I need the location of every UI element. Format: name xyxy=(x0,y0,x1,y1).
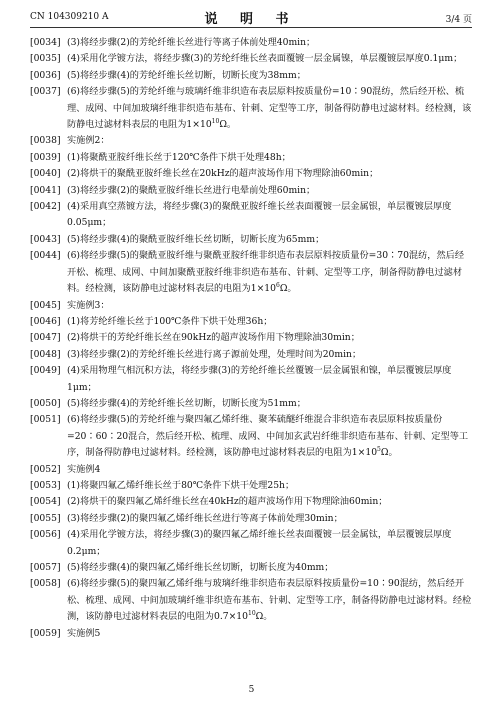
paragraph-text: (4)采用化学镀方法，将经步骤(3)的聚四氟乙烯纤维长丝表面覆镀一层金属钛，单层覆镀层厚度0.2μm； xyxy=(67,529,452,557)
paragraph-number: [0040] xyxy=(30,168,61,180)
paragraph-text: (2)将烘干的芳纶纤维长丝在90kHz的超声波场作用下物理除油30min； xyxy=(67,332,360,344)
exponent: 10 xyxy=(248,610,256,618)
paragraph-text: 实施例3： xyxy=(67,299,110,311)
paragraph-text-tail: Ω。 xyxy=(255,611,273,623)
paragraph-text: (4)采用物理气相沉积方法，将经步骤(3)的芳纶纤维长丝覆镀一层金属银和镍，单层覆镀层厚度1μm； xyxy=(67,365,452,393)
paragraph-number: [0059] xyxy=(30,627,61,639)
paragraph-text: (6)将经步骤(5)的芳纶纤维与聚四氟乙烯纤维、聚苯硫醚纤维混合非织造布表层原料按质量份=20∶60∶20混合，然后经开松、梳理、成网、中间加玄武岩纤维非织造布基布、针刺、定型等工序，制备得防静电过滤材料。经检测，该防静电过滤材料表层的电阻为1×10 xyxy=(67,414,469,459)
paragraph xyxy=(30,84,472,133)
paragraph-number: [0053] xyxy=(30,479,61,491)
paragraph-text: (5)将经步骤(4)的聚四氟乙烯纤维长丝切断，切断长度为40mm； xyxy=(67,562,334,573)
paragraph-text: (4)采用化学镀方法，将经步骤(3)的芳纶纤维长丝表面覆镀一层金属镍，单层覆镀层厚度0.1μm； xyxy=(67,53,463,65)
paragraph-number: [0037] xyxy=(30,86,61,98)
paragraph-text: (3)将经步骤(2)的芳纶纤维长丝进行等离子体前处理40min； xyxy=(67,37,316,48)
paragraph xyxy=(30,412,472,461)
paragraph-number: [0036] xyxy=(30,69,61,81)
paragraph xyxy=(30,363,472,396)
paragraph xyxy=(30,576,472,625)
paragraph xyxy=(30,494,472,510)
paragraph xyxy=(30,199,472,232)
document-number: CN 104309210 A xyxy=(30,12,109,22)
paragraph-text: (4)采用真空蒸镀方法，将经步骤(3)的聚酰亚胺纤维长丝表面覆镀一层金属银，单层覆镀层厚度0.05μm； xyxy=(67,201,452,229)
page-title: 说 明 书 xyxy=(204,12,298,27)
paragraph-text: (3)将经步骤(2)的聚四氟乙烯纤维长丝进行等离子体前处理30min； xyxy=(67,512,343,524)
paragraph xyxy=(30,511,472,527)
paragraph-text: (5)将经步骤(4)的芳纶纤维长丝切断，切断长度为51mm； xyxy=(67,397,306,409)
header-divider xyxy=(30,27,472,28)
paragraph xyxy=(30,166,472,182)
page-header xyxy=(30,6,472,26)
paragraph-text: 实施例4 xyxy=(67,463,101,475)
paragraph-number: [0051] xyxy=(30,414,61,426)
paragraph-number: [0054] xyxy=(30,496,61,508)
paragraph xyxy=(30,527,472,560)
paragraph xyxy=(30,626,472,642)
paragraph-number: [0041] xyxy=(30,184,61,196)
paragraph-text: (1)将芳纶纤维长丝于100℃条件下烘干处理36h； xyxy=(67,315,273,327)
paragraph xyxy=(30,396,472,412)
paragraph xyxy=(30,133,472,149)
paragraph-number: [0046] xyxy=(30,315,61,327)
paragraph-number: [0047] xyxy=(30,332,61,344)
paragraph-number: [0038] xyxy=(30,135,61,147)
exponent: 10 xyxy=(211,117,220,125)
paragraph-number: [0058] xyxy=(30,578,61,590)
paragraph-number: [0039] xyxy=(30,151,61,163)
paragraph-number: [0035] xyxy=(30,53,61,65)
paragraph-number: [0049] xyxy=(30,365,61,377)
paragraph-text: (3)将经步骤(2)的芳纶纤维长丝进行离子源前处理，处理时间为20min； xyxy=(67,348,362,360)
paragraph-text: (5)将经步骤(4)的聚酰亚胺纤维长丝切断，切断长度为65mm； xyxy=(67,233,325,245)
paragraph-number: [0056] xyxy=(30,529,61,541)
paragraph-text: 实施例5 xyxy=(67,627,101,639)
paragraph-number: [0055] xyxy=(30,512,61,524)
paragraph-text: (1)将聚四氟乙烯纤维长丝于80℃条件下烘干处理25h； xyxy=(67,479,295,491)
paragraph-number: [0045] xyxy=(30,299,61,311)
paragraph xyxy=(30,183,472,199)
paragraph-text: (6)将经步骤(5)的聚四氟乙烯纤维与玻璃纤维非织造布表层原料按质量份=10∶90混纺，然后经开松、梳理、成网、中间加玻璃纤维非织造布基布、针刺、定型等工序，制备得防静电过滤材料。经检测，该防静电过滤材料表层的电阻为0.7×10 xyxy=(67,578,472,623)
paragraph-text: (2)将烘干的聚四氟乙烯纤维长丝在40kHz的超声波场作用下物理除油60min； xyxy=(67,496,388,508)
paragraph-text: (5)将经步骤(4)的芳纶纤维长丝切断，切断长度为38mm； xyxy=(67,69,306,81)
paragraph-number: [0044] xyxy=(30,250,61,262)
paragraph xyxy=(30,314,472,330)
paragraph xyxy=(30,330,472,346)
paragraph-number: [0034] xyxy=(30,37,61,48)
paragraph-text-tail: Ω。 xyxy=(219,119,237,131)
paragraph-text: (3)将经步骤(2)的聚酰亚胺纤维长丝进行电晕前处理60min； xyxy=(67,184,316,196)
paragraph xyxy=(30,560,472,576)
paragraph xyxy=(30,232,472,248)
document-body xyxy=(30,35,472,642)
paragraph-text: 实施例2： xyxy=(67,135,110,147)
paragraph xyxy=(30,68,472,84)
paragraph xyxy=(30,298,472,314)
paragraph xyxy=(30,51,472,67)
paragraph xyxy=(30,35,472,51)
paragraph xyxy=(30,347,472,363)
paragraph-number: [0050] xyxy=(30,397,61,409)
paragraph-text-tail: Ω。 xyxy=(279,283,297,295)
paragraph-text: (6)将经步骤(5)的聚酰亚胺纤维与聚酰亚胺纤维非织造布表层原料按质量份=30∶70混纺，然后经开松、梳理、成网、中间加聚酰亚胺纤维非织造布基布、针刺、定型等工序，制备得防静电过滤材料。经检测，该防静电过滤材料表层的电阻为1×10 xyxy=(67,250,465,295)
page-number: 5 xyxy=(248,685,255,695)
page-info: 3/4 页 xyxy=(445,15,472,25)
paragraph-text: (1)将聚酰亚胺纤维长丝于120℃条件下烘干处理48h； xyxy=(67,151,291,163)
paragraph-number: [0048] xyxy=(30,348,61,360)
paragraph-number: [0057] xyxy=(30,562,61,573)
paragraph xyxy=(30,478,472,494)
paragraph xyxy=(30,462,472,478)
paragraph-number: [0042] xyxy=(30,201,61,213)
paragraph xyxy=(30,150,472,166)
exponent: 5 xyxy=(377,446,381,454)
paragraph-text-tail: Ω。 xyxy=(380,447,398,459)
paragraph-number: [0043] xyxy=(30,233,61,245)
paragraph xyxy=(30,248,472,297)
paragraph-number: [0052] xyxy=(30,463,61,475)
paragraph-text: (2)将烘干的聚酰亚胺纤维长丝在20kHz的超声波场作用下物理除油60min； xyxy=(67,168,379,180)
paragraph-text: (6)将经步骤(5)的芳纶纤维与玻璃纤维非织造布表层原料按质量份=10∶90混纺，然后经开松、梳理、成网、中间加玻璃纤维非织造布基布、针刺、定型等工序，制备得防静电过滤材料。经检测，该防静电过滤材料表层的电阻为1×10 xyxy=(67,86,472,131)
exponent: 6 xyxy=(275,282,280,290)
